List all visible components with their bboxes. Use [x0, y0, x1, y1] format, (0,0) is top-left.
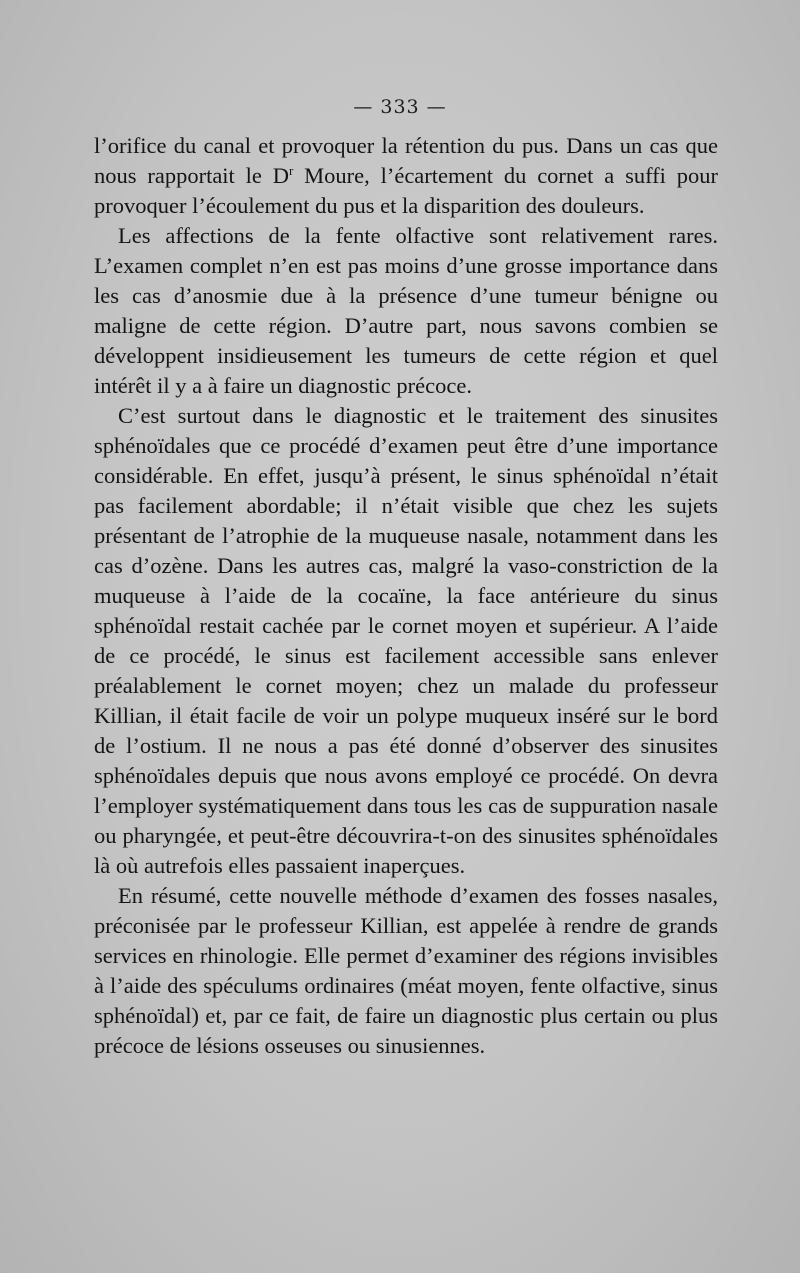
doctor-abbrev-superscript: r [288, 163, 294, 178]
paragraph-1-end: Moure, l’écartement du cornet a suffi pour provoquer l’écoulement du pus et la disparition des douleurs. [94, 163, 718, 218]
page-number: — 333 — [353, 96, 447, 118]
body-text [94, 131, 718, 1061]
paragraph-2: Les affections de la fente olfactive sont relativement rares. L’examen complet n’en est pas moins d’une grosse importance dans les cas d’anosmie due à la présence d’une tumeur bénigne ou maligne de cette région. D’autre part, nous savons combien se développent insidieusement les tumeurs de cette région et quel intérêt il y a à faire un diagnostic précoce. [94, 223, 718, 398]
paragraph-1 [94, 131, 718, 221]
paragraph-1-start: l’orifice du canal et provoquer la rétention du pus. Dans un cas que nous rapportait le D [94, 133, 718, 188]
paragraph-4: En résumé, cette nouvelle méthode d’examen des fosses nasales, préconisée par le professeur Killian, est appelée à rendre de grands services en rhinologie. Elle permet d’examiner des régions invisibles à l’aide des spéculums ordinaires (méat moyen, fente olfactive, sinus sphénoïdal) et, par ce fait, de faire un diagnostic plus certain ou plus précoce de lésions osseuses ou sinusiennes. [94, 883, 718, 1058]
paragraph-3: C’est surtout dans le diagnostic et le traitement des sinusites sphénoïdales que ce procédé d’examen peut être d’une importance considérable. En effet, jusqu’à présent, le sinus sphénoïdal n’était pas facilement abordable; il n’était visible que chez les sujets présentant de l’atrophie de la muqueuse nasale, notamment dans les cas d’ozène. Dans les autres cas, malgré la vaso-constriction de la muqueuse à l’aide de la cocaïne, la face antérieure du sinus sphénoïdal restait cachée par le cornet moyen et supérieur. A l’aide de ce procédé, le sinus est facilement accessible sans enlever préalablement le cornet moyen; chez un malade du professeur Killian, il était facile de voir un polype muqueux inséré sur le bord de l’ostium. Il ne nous a pas été donné d’observer des sinusites sphénoïdales depuis que nous avons employé ce procédé. On devra l’employer systématiquement dans tous les cas de suppuration nasale ou pharyngée, et peut-être découvrira-t-on des sinusites sphénoïdales là où autrefois elles passaient inaperçues. [94, 403, 718, 878]
